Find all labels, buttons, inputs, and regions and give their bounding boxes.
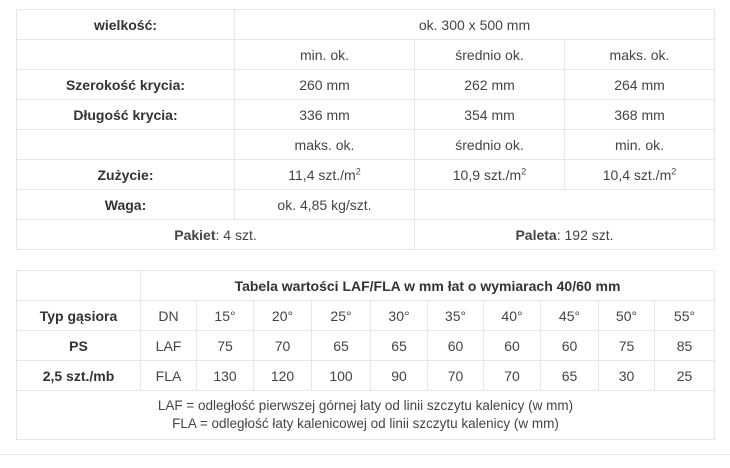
weight-value: ok. 4,85 kg/szt. bbox=[235, 190, 415, 220]
angle-cell: 20° bbox=[254, 301, 312, 331]
angle-cell: 25° bbox=[312, 301, 371, 331]
size-value: ok. 300 x 500 mm bbox=[235, 10, 715, 40]
laf-cell: 60 bbox=[428, 331, 484, 361]
coverage-col-header: maks. ok. bbox=[565, 40, 715, 70]
length-value: 336 mm bbox=[235, 100, 415, 130]
angle-cell: 30° bbox=[371, 301, 428, 331]
table-row bbox=[17, 130, 715, 160]
empty-cell bbox=[415, 190, 715, 220]
angle-cell: 40° bbox=[484, 301, 541, 331]
row-unit: FLA bbox=[141, 361, 197, 391]
note-fla: FLA = odległość łaty kalenicowej od linii szczytu kalenicy (w mm) bbox=[172, 416, 559, 431]
package-value: : 4 szt. bbox=[215, 226, 257, 243]
angle-cell: 45° bbox=[541, 301, 599, 331]
laf-cell: 60 bbox=[484, 331, 541, 361]
coverage-col-header: min. ok. bbox=[235, 40, 415, 70]
usage-col-header: średnio ok. bbox=[415, 130, 565, 160]
specification-table bbox=[16, 9, 715, 250]
width-label: Szerokość krycia: bbox=[17, 70, 235, 100]
usage-col-header: min. ok. bbox=[565, 130, 715, 160]
usage-exponent: 2 bbox=[355, 165, 361, 176]
length-value: 354 mm bbox=[415, 100, 565, 130]
fla-cell: 65 bbox=[541, 361, 599, 391]
table-row bbox=[17, 100, 715, 130]
usage-value-cell bbox=[565, 160, 715, 190]
table-row bbox=[17, 220, 715, 250]
usage-value-cell bbox=[415, 160, 565, 190]
pallet-value: : 192 szt. bbox=[556, 226, 614, 243]
angle-cell: 15° bbox=[197, 301, 254, 331]
laf-cell: 75 bbox=[197, 331, 254, 361]
usage-value: 10,9 szt./m bbox=[452, 166, 522, 183]
table-title: Tabela wartości LAF/FLA w mm łat o wymiarach 40/60 mm bbox=[141, 271, 715, 301]
pallet-label: Paleta bbox=[515, 226, 557, 243]
weight-label: Waga: bbox=[17, 190, 235, 220]
fla-cell: 100 bbox=[312, 361, 371, 391]
width-value: 260 mm bbox=[235, 70, 415, 100]
row-unit: DN bbox=[141, 301, 197, 331]
fla-cell: 120 bbox=[254, 361, 312, 391]
empty-cell bbox=[17, 130, 235, 160]
usage-col-header: maks. ok. bbox=[235, 130, 415, 160]
usage-value-cell bbox=[235, 160, 415, 190]
size-label: wielkość: bbox=[17, 10, 235, 40]
laf-cell: 65 bbox=[371, 331, 428, 361]
fla-cell: 90 bbox=[371, 361, 428, 391]
pallet-cell bbox=[415, 220, 715, 250]
usage-label: Zużycie: bbox=[17, 160, 235, 190]
row-label: PS bbox=[17, 331, 141, 361]
table-row bbox=[17, 271, 715, 301]
angle-cell: 35° bbox=[428, 301, 484, 331]
length-value: 368 mm bbox=[565, 100, 715, 130]
bottom-divider bbox=[0, 454, 730, 455]
laf-cell: 70 bbox=[254, 331, 312, 361]
empty-cell bbox=[17, 40, 235, 70]
coverage-col-header: średnio ok. bbox=[415, 40, 565, 70]
laf-cell: 75 bbox=[599, 331, 655, 361]
width-value: 262 mm bbox=[415, 70, 565, 100]
usage-value: 10,4 szt./m bbox=[602, 166, 672, 183]
notes-cell bbox=[17, 391, 715, 440]
width-value: 264 mm bbox=[565, 70, 715, 100]
table-row bbox=[17, 361, 715, 391]
usage-value: 11,4 szt./m bbox=[288, 166, 356, 183]
package-label: Pakiet bbox=[174, 226, 216, 243]
laf-fla-table bbox=[16, 270, 715, 440]
note-laf: LAF = odległość pierwszej górnej łaty od linii szczytu kalenicy (w mm) bbox=[157, 398, 574, 413]
fla-cell: 25 bbox=[655, 361, 715, 391]
fla-cell: 130 bbox=[197, 361, 254, 391]
fla-cell: 70 bbox=[428, 361, 484, 391]
usage-exponent: 2 bbox=[521, 165, 527, 176]
empty-cell bbox=[17, 271, 141, 301]
angle-cell: 55° bbox=[655, 301, 715, 331]
usage-exponent: 2 bbox=[671, 165, 677, 176]
fla-cell: 30 bbox=[599, 361, 655, 391]
table-row bbox=[17, 391, 715, 440]
length-label: Długość krycia: bbox=[17, 100, 235, 130]
table-row bbox=[17, 70, 715, 100]
fla-cell: 70 bbox=[484, 361, 541, 391]
laf-cell: 65 bbox=[312, 331, 371, 361]
laf-cell: 60 bbox=[541, 331, 599, 361]
row-label: Typ gąsiora bbox=[17, 301, 141, 331]
table-row bbox=[17, 40, 715, 70]
table-row bbox=[17, 10, 715, 40]
table-row bbox=[17, 331, 715, 361]
angle-cell: 50° bbox=[599, 301, 655, 331]
row-unit: LAF bbox=[141, 331, 197, 361]
package-cell bbox=[17, 220, 415, 250]
row-label: 2,5 szt./mb bbox=[17, 361, 141, 391]
table-row bbox=[17, 301, 715, 331]
table-row bbox=[17, 190, 715, 220]
table-row bbox=[17, 160, 715, 190]
laf-cell: 85 bbox=[655, 331, 715, 361]
